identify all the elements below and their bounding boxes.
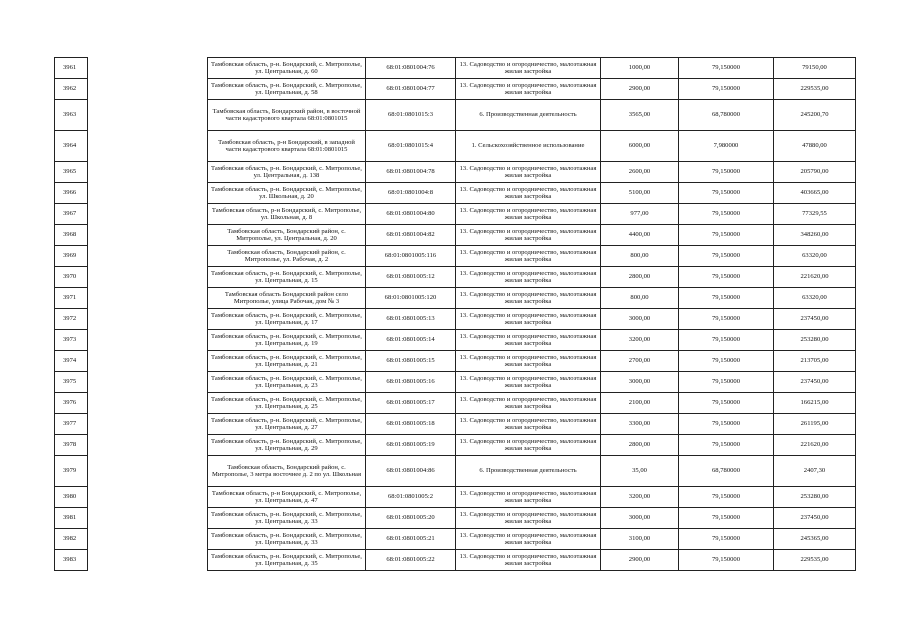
cadastral-value-cell: 403665,00: [774, 183, 856, 204]
area-cell: 5100,00: [601, 183, 679, 204]
address-cell: Тамбовская область, р-н. Бондарский, с. Митрополье, ул. Центральная, д. 33: [208, 508, 366, 529]
specific-value-cell: 79,150000: [679, 529, 774, 550]
cadastral-value-cell: 221620,00: [774, 267, 856, 288]
area-cell: 3565,00: [601, 100, 679, 131]
land-use-cell: 13. Садоводство и огородничество, малоэтажная жилая застройка: [456, 267, 601, 288]
row-number: 3971: [55, 288, 88, 309]
spacer-cell: [88, 183, 208, 204]
spacer-cell: [88, 204, 208, 225]
specific-value-cell: 79,150000: [679, 550, 774, 571]
table-row: [55, 204, 856, 225]
cadastral-number-cell: 68:01:0801004:82: [366, 225, 456, 246]
spacer-cell: [88, 487, 208, 508]
land-use-cell: 13. Садоводство и огородничество, малоэтажная жилая застройка: [456, 162, 601, 183]
area-cell: 35,00: [601, 456, 679, 487]
row-number: 3976: [55, 393, 88, 414]
row-number: 3979: [55, 456, 88, 487]
cadastral-value-cell: 166215,00: [774, 393, 856, 414]
address-cell: Тамбовская область, р-н Бондарский, с. Митрополье, ул. Школьная, д. 8: [208, 204, 366, 225]
table-row: [55, 309, 856, 330]
land-use-cell: 13. Садоводство и огородничество, малоэтажная жилая застройка: [456, 487, 601, 508]
land-use-cell: 13. Садоводство и огородничество, малоэтажная жилая застройка: [456, 435, 601, 456]
land-use-cell: 13. Садоводство и огородничество, малоэтажная жилая застройка: [456, 351, 601, 372]
cadastral-number-cell: 68:01:0801005:22: [366, 550, 456, 571]
area-cell: 977,00: [601, 204, 679, 225]
row-number: 3980: [55, 487, 88, 508]
specific-value-cell: 79,150000: [679, 183, 774, 204]
cadastral-value-cell: 348260,00: [774, 225, 856, 246]
table-row: [55, 393, 856, 414]
cadastral-number-cell: 68:01:0801005:19: [366, 435, 456, 456]
table-row: [55, 372, 856, 393]
table-row: [55, 529, 856, 550]
spacer-cell: [88, 456, 208, 487]
cadastral-value-cell: 47880,00: [774, 131, 856, 162]
spacer-cell: [88, 529, 208, 550]
specific-value-cell: 79,150000: [679, 372, 774, 393]
spacer-cell: [88, 435, 208, 456]
cadastral-number-cell: 68:01:0801004:76: [366, 58, 456, 79]
address-cell: Тамбовская область, Бондарский район, с. Митрополье, ул. Рабочая, д. 2: [208, 246, 366, 267]
land-use-cell: 13. Садоводство и огородничество, малоэтажная жилая застройка: [456, 550, 601, 571]
spacer-cell: [88, 246, 208, 267]
row-number: 3969: [55, 246, 88, 267]
land-use-cell: 6. Производственная деятельность: [456, 456, 601, 487]
cadastral-number-cell: 68:01:0801005:15: [366, 351, 456, 372]
address-cell: Тамбовская область, р-н. Бондарский, с. Митрополье, ул. Центральная, д. 138: [208, 162, 366, 183]
specific-value-cell: 79,150000: [679, 330, 774, 351]
row-number: 3981: [55, 508, 88, 529]
cadastral-value-cell: 63320,00: [774, 246, 856, 267]
cadastral-value-cell: 229535,00: [774, 550, 856, 571]
area-cell: 3000,00: [601, 309, 679, 330]
land-use-cell: 13. Садоводство и огородничество, малоэтажная жилая застройка: [456, 204, 601, 225]
specific-value-cell: 79,150000: [679, 225, 774, 246]
cadastral-number-cell: 68:01:0801004:77: [366, 79, 456, 100]
spacer-cell: [88, 225, 208, 246]
row-number: 3973: [55, 330, 88, 351]
row-number: 3961: [55, 58, 88, 79]
table-row: [55, 131, 856, 162]
address-cell: Тамбовская область, р-н. Бондарский, с. Митрополье, ул. Центральная, д. 15: [208, 267, 366, 288]
land-use-cell: 13. Садоводство и огородничество, малоэтажная жилая застройка: [456, 309, 601, 330]
area-cell: 800,00: [601, 246, 679, 267]
table-row: [55, 100, 856, 131]
table-row: [55, 58, 856, 79]
spacer-cell: [88, 351, 208, 372]
address-cell: Тамбовская область, р-н. Бондарский, с. Митрополье, ул. Центральная, д. 19: [208, 330, 366, 351]
row-number: 3967: [55, 204, 88, 225]
spacer-cell: [88, 330, 208, 351]
area-cell: 2700,00: [601, 351, 679, 372]
land-use-cell: 1. Сельскохозяйственное использование: [456, 131, 601, 162]
cadastral-number-cell: 68:01:0801005:13: [366, 309, 456, 330]
cadastral-value-cell: 2407,30: [774, 456, 856, 487]
address-cell: Тамбовская область, Бондарский район, с. Митрополье, ул. Центральная, д. 20: [208, 225, 366, 246]
land-use-cell: 13. Садоводство и огородничество, малоэтажная жилая застройка: [456, 183, 601, 204]
spacer-cell: [88, 100, 208, 131]
row-number: 3972: [55, 309, 88, 330]
row-number: 3977: [55, 414, 88, 435]
cadastral-number-cell: 68:01:0801005:116: [366, 246, 456, 267]
row-number: 3978: [55, 435, 88, 456]
cadastral-number-cell: 68:01:0801015:3: [366, 100, 456, 131]
address-cell: Тамбовская область, Бондарский район, с. Митрополье, 3 метра восточнее д. 2 по ул. Школьная: [208, 456, 366, 487]
cadastral-number-cell: 68:01:0801005:18: [366, 414, 456, 435]
specific-value-cell: 79,150000: [679, 393, 774, 414]
address-cell: Тамбовская область, Бондарский район, в восточной части кадастрового квартала 68:01:0801015: [208, 100, 366, 131]
spacer-cell: [88, 550, 208, 571]
row-number: 3962: [55, 79, 88, 100]
area-cell: 2900,00: [601, 79, 679, 100]
area-cell: 2100,00: [601, 393, 679, 414]
cadastral-number-cell: 68:01:0801004:86: [366, 456, 456, 487]
table-row: [55, 508, 856, 529]
land-use-cell: 13. Садоводство и огородничество, малоэтажная жилая застройка: [456, 393, 601, 414]
table-row: [55, 351, 856, 372]
address-cell: Тамбовская область, р-н. Бондарский, с. Митрополье, ул. Центральная, д. 33: [208, 529, 366, 550]
specific-value-cell: 79,150000: [679, 288, 774, 309]
spacer-cell: [88, 309, 208, 330]
area-cell: 2900,00: [601, 550, 679, 571]
cadastral-value-cell: 237450,00: [774, 508, 856, 529]
area-cell: 2800,00: [601, 435, 679, 456]
land-use-cell: 13. Садоводство и огородничество, малоэтажная жилая застройка: [456, 79, 601, 100]
land-use-cell: 13. Садоводство и огородничество, малоэтажная жилая застройка: [456, 58, 601, 79]
spacer-cell: [88, 79, 208, 100]
cadastral-number-cell: 68:01:0801005:2: [366, 487, 456, 508]
address-cell: Тамбовская область, р-н Бондарский, в западной части кадастрового квартала 68:01:0801015: [208, 131, 366, 162]
table-row: [55, 267, 856, 288]
spacer-cell: [88, 131, 208, 162]
area-cell: 4400,00: [601, 225, 679, 246]
spacer-cell: [88, 162, 208, 183]
cadastral-value-cell: 245365,00: [774, 529, 856, 550]
cadastral-value-cell: 77329,55: [774, 204, 856, 225]
cadastral-value-cell: 221620,00: [774, 435, 856, 456]
area-cell: 3000,00: [601, 508, 679, 529]
cadastral-number-cell: 68:01:0801015:4: [366, 131, 456, 162]
cadastral-value-cell: 79150,00: [774, 58, 856, 79]
cadastral-number-cell: 68:01:0801005:21: [366, 529, 456, 550]
cadastral-number-cell: 68:01:0801004:80: [366, 204, 456, 225]
area-cell: 3000,00: [601, 372, 679, 393]
address-cell: Тамбовская область, р-н. Бондарский, с. Митрополье, ул. Центральная, д. 27: [208, 414, 366, 435]
spacer-cell: [88, 393, 208, 414]
cadastral-value-cell: 237450,00: [774, 309, 856, 330]
cadastral-number-cell: 68:01:0801004:78: [366, 162, 456, 183]
cadastral-value-cell: 213705,00: [774, 351, 856, 372]
land-use-cell: 13. Садоводство и огородничество, малоэтажная жилая застройка: [456, 529, 601, 550]
table-row: [55, 162, 856, 183]
cadastral-number-cell: 68:01:0801005:17: [366, 393, 456, 414]
land-use-cell: 13. Садоводство и огородничество, малоэтажная жилая застройка: [456, 372, 601, 393]
table-row: [55, 246, 856, 267]
table-row: [55, 330, 856, 351]
spacer-cell: [88, 267, 208, 288]
cadastral-number-cell: 68:01:0801005:20: [366, 508, 456, 529]
address-cell: Тамбовская область, р-н. Бондарский, с. Митрополье, ул. Центральная, д. 17: [208, 309, 366, 330]
row-number: 3982: [55, 529, 88, 550]
specific-value-cell: 68,780000: [679, 100, 774, 131]
area-cell: 3100,00: [601, 529, 679, 550]
specific-value-cell: 79,150000: [679, 487, 774, 508]
address-cell: Тамбовская область, р-н. Бондарский, с. Митрополье, ул. Центральная, д. 35: [208, 550, 366, 571]
cadastral-value-cell: 63320,00: [774, 288, 856, 309]
area-cell: 2800,00: [601, 267, 679, 288]
land-cadastral-value-table: [54, 57, 856, 571]
cadastral-value-cell: 253280,00: [774, 330, 856, 351]
area-cell: 3200,00: [601, 330, 679, 351]
table-row: [55, 225, 856, 246]
row-number: 3983: [55, 550, 88, 571]
specific-value-cell: 79,150000: [679, 204, 774, 225]
cadastral-number-cell: 68:01:0801005:120: [366, 288, 456, 309]
area-cell: 6000,00: [601, 131, 679, 162]
specific-value-cell: 79,150000: [679, 79, 774, 100]
specific-value-cell: 79,150000: [679, 508, 774, 529]
table-row: [55, 414, 856, 435]
row-number: 3964: [55, 131, 88, 162]
land-use-cell: 13. Садоводство и огородничество, малоэтажная жилая застройка: [456, 508, 601, 529]
cadastral-number-cell: 68:01:0801004:8: [366, 183, 456, 204]
land-use-cell: 13. Садоводство и огородничество, малоэтажная жилая застройка: [456, 225, 601, 246]
area-cell: 1000,00: [601, 58, 679, 79]
land-use-cell: 13. Садоводство и огородничество, малоэтажная жилая застройка: [456, 330, 601, 351]
table-body: [55, 58, 856, 571]
cadastral-value-cell: 229535,00: [774, 79, 856, 100]
table-row: [55, 435, 856, 456]
specific-value-cell: 7,980000: [679, 131, 774, 162]
spacer-cell: [88, 508, 208, 529]
table-row: [55, 487, 856, 508]
area-cell: 800,00: [601, 288, 679, 309]
row-number: 3975: [55, 372, 88, 393]
spacer-cell: [88, 58, 208, 79]
table-row: [55, 550, 856, 571]
land-use-cell: 13. Садоводство и огородничество, малоэтажная жилая застройка: [456, 414, 601, 435]
land-use-cell: 13. Садоводство и огородничество, малоэтажная жилая застройка: [456, 288, 601, 309]
address-cell: Тамбовская область, р-н. Бондарский, с. Митрополье, ул. Центральная, д. 60: [208, 58, 366, 79]
address-cell: Тамбовская область, р-н. Бондарский, с. Митрополье, ул. Школьная, д. 20: [208, 183, 366, 204]
cadastral-value-cell: 261195,00: [774, 414, 856, 435]
row-number: 3965: [55, 162, 88, 183]
area-cell: 3200,00: [601, 487, 679, 508]
row-number: 3966: [55, 183, 88, 204]
address-cell: Тамбовская область, р-н. Бондарский, с. Митрополье, ул. Центральная, д. 58: [208, 79, 366, 100]
row-number: 3968: [55, 225, 88, 246]
address-cell: Тамбовская область, р-н Бондарский, с. Митрополье, ул. Центральная, д. 47: [208, 487, 366, 508]
address-cell: Тамбовская область, р-н. Бондарский, с. Митрополье, ул. Центральная, д. 29: [208, 435, 366, 456]
address-cell: Тамбовская область Бондарский район село Митрополье, улица Рабочая, дом № 3: [208, 288, 366, 309]
table-row: [55, 456, 856, 487]
land-use-cell: 13. Садоводство и огородничество, малоэтажная жилая застройка: [456, 246, 601, 267]
specific-value-cell: 79,150000: [679, 246, 774, 267]
cadastral-number-cell: 68:01:0801005:14: [366, 330, 456, 351]
row-number: 3970: [55, 267, 88, 288]
address-cell: Тамбовская область, р-н. Бондарский, с. Митрополье, ул. Центральная, д. 23: [208, 372, 366, 393]
address-cell: Тамбовская область, р-н. Бондарский, с. Митрополье, ул. Центральная, д. 21: [208, 351, 366, 372]
spacer-cell: [88, 288, 208, 309]
table-row: [55, 79, 856, 100]
table-row: [55, 288, 856, 309]
specific-value-cell: 79,150000: [679, 351, 774, 372]
specific-value-cell: 79,150000: [679, 162, 774, 183]
spacer-cell: [88, 372, 208, 393]
area-cell: 3300,00: [601, 414, 679, 435]
address-cell: Тамбовская область, р-н. Бондарский, с. Митрополье, ул. Центральная, д. 25: [208, 393, 366, 414]
cadastral-number-cell: 68:01:0801005:16: [366, 372, 456, 393]
cadastral-value-cell: 253280,00: [774, 487, 856, 508]
spacer-cell: [88, 414, 208, 435]
specific-value-cell: 79,150000: [679, 309, 774, 330]
row-number: 3974: [55, 351, 88, 372]
specific-value-cell: 79,150000: [679, 414, 774, 435]
cadastral-value-cell: 237450,00: [774, 372, 856, 393]
cadastral-number-cell: 68:01:0801005:12: [366, 267, 456, 288]
table-row: [55, 183, 856, 204]
specific-value-cell: 79,150000: [679, 58, 774, 79]
row-number: 3963: [55, 100, 88, 131]
specific-value-cell: 79,150000: [679, 267, 774, 288]
cadastral-value-cell: 205790,00: [774, 162, 856, 183]
specific-value-cell: 79,150000: [679, 435, 774, 456]
specific-value-cell: 68,780000: [679, 456, 774, 487]
land-use-cell: 6. Производственная деятельность: [456, 100, 601, 131]
area-cell: 2600,00: [601, 162, 679, 183]
cadastral-value-cell: 245200,70: [774, 100, 856, 131]
